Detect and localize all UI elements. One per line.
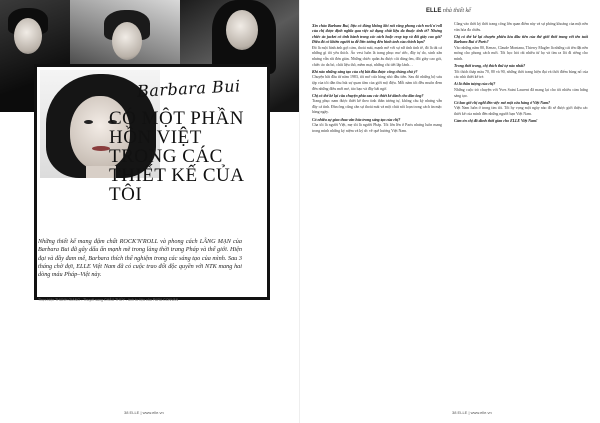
page-number: 38 ELLE | www.elle.vn [452, 410, 492, 415]
text-column-2 [454, 22, 588, 125]
model-face [112, 22, 142, 60]
interview-answer: Tôi thích tháp màu 70, 80 và 90, những thời trang hiện đại và thời điểm bùng nổ của các nhà thiết kế trẻ. [454, 69, 588, 80]
interview-question: Có bao giờ chị nghĩ đến việc mở một cửa hàng ở Việt Nam? [454, 100, 551, 105]
section-name: nhà thiết kế [442, 8, 471, 14]
interview-answer: Cũng vào thời kỳ thời trang công lớn quan điểm này và sự phóng khoáng của một nền văn hóa đa chiều. [454, 22, 588, 32]
model-face [14, 18, 42, 54]
interview-question: Cảm ơn chị đã dành thời gian cho ELLE Việt Nam! [454, 119, 538, 123]
interview-answer: Trang phục nam được thiết kế theo tinh thần tương tự, không cầu kỳ nhưng vẫn đầy cá tính. Đàn ông cũng cần sự thoải mái và một chút nổi loạn trong cách ăn mặc hàng ngày. [312, 99, 442, 115]
interview-question: Chị có thể kể lại câu chuyện phía sau các thiết kế dành cho đàn ông? [312, 93, 424, 98]
interview-question: Có nhiều sự giao thoa văn hóa trong sáng tạo của chị? [312, 117, 401, 122]
interview-question: Ai là thần tượng của chị? [454, 82, 496, 87]
interview-answer: Việt Nam luôn ở trong tim tôi. Tôi hy vọng một ngày nào đó sẽ được giới thiệu các thiết kế của mình đến những người bạn Việt Nam. [454, 106, 588, 116]
article-headline: CÓ MỘT PHẦN HỒN VIỆT TRONG CÁC THIẾT KẾ CỦA TÔI [109, 108, 245, 205]
designer-signature: Barbara Bui [136, 76, 242, 101]
page-number: 38 ELLE | www.elle.vn [124, 410, 164, 415]
interview-question: Trong thời trang, chị thích thứ tự nào nhất? [454, 64, 526, 69]
right-page [300, 0, 600, 423]
interview-answer: Cha tôi là người Việt, mẹ tôi là người Pháp. Tôi lớn lên ở Paris nhưng luôn mang trong mình những kỷ niệm và ký ức về quê hương Việt Nam. [312, 123, 442, 133]
interview-answer: Chuyện bắt đầu từ năm 1983, tôi mở cửa hàng nhỏ đầu tiên. Sau đó những bộ sưu tập của tôi dần thu hút sự quan tâm của giới mộ điệu. Mỗi năm tôi đều muốn đem đến những điều mới mẻ, táo bạo và đầy bất ngờ. [312, 75, 442, 91]
model-face [226, 10, 258, 50]
running-header [426, 8, 471, 14]
text-column-1 [312, 22, 442, 134]
interview-answer: Những cuộc trò chuyện với Yves Saint Laurent đã mang lại cho tôi nhiều cảm hứng sáng tạo. [454, 88, 588, 98]
interview-question: Khi nào những sáng tạo của chị bắt đầu được công chúng chú ý? [312, 69, 418, 74]
interview-question: Chị có thể kể lại chuyến phiêu lưu đầu tiên của thế giới thời trang với tên tuổi Barbara Bui ở Paris? [454, 34, 588, 45]
portrait-eye [84, 120, 93, 124]
interview-answer: Vào những năm 80, Kenzo, Claude Montana, Thierry Mugler là những cái tên đặt nền móng cho phong cách mới. Tôi học hỏi rất nhiều từ họ và tìm ra lối đi riêng cho mình. [454, 45, 588, 62]
photo-credit: Thực hiện THANH GIANG - Thuyết sang CHÂU THÚY - ảnh tư liệu của PARA CONVAN [38, 298, 179, 302]
article-intro: Những thiết kế mang đậm chất ROCK'N'ROLL và phong cách LÃNG MẠN của Barbara Bui đã gây dấu ấn mạnh mẽ trong làng thời trang Pháp và thế giới. Hiện đại và đầy đam mê, Barbara thích thể nghiệm trong các sáng tạo của mình. Sau 3 tháng chờ đợi, ELLE Việt Nam đã có cuộc trao đổi độc quyền với NTK mang hai dòng máu Pháp–Việt này. [38, 238, 242, 279]
interview-question: Xin chào Barbara Bui, liệu có đúng không khi nói rằng phong cách rock'n'roll của chị được định nghĩa qua việc sử dụng chất liệu da thuộc tinh tế? Nhưng chiếc áo jacket có tinh hành trong các cách hoặc crop top và đôi giày cao gót? Điều đó có khiến người ta dễ liên tưởng đến hình ảnh của chính bạn? [312, 23, 442, 45]
portrait-mouth [92, 146, 110, 151]
brand-name: ELLE [426, 8, 442, 14]
interview-answer: Đó là một hình ảnh gợi cảm, thoải mái, mạnh mẽ với sự nữ tính tinh tế, đó là tất cả những gì tôi yêu thích. Áo vest luôn là trang phục mơ ước, đầy tự do, xinh xắn nhưng vẫn rất đơn giản. Những chiếc quần âu được cắt dáng ôm, đôi giày cao gót, chiếc áo da bó, chất liệu thô, mềm mại, những chi tiết lấp lánh… [312, 45, 442, 67]
